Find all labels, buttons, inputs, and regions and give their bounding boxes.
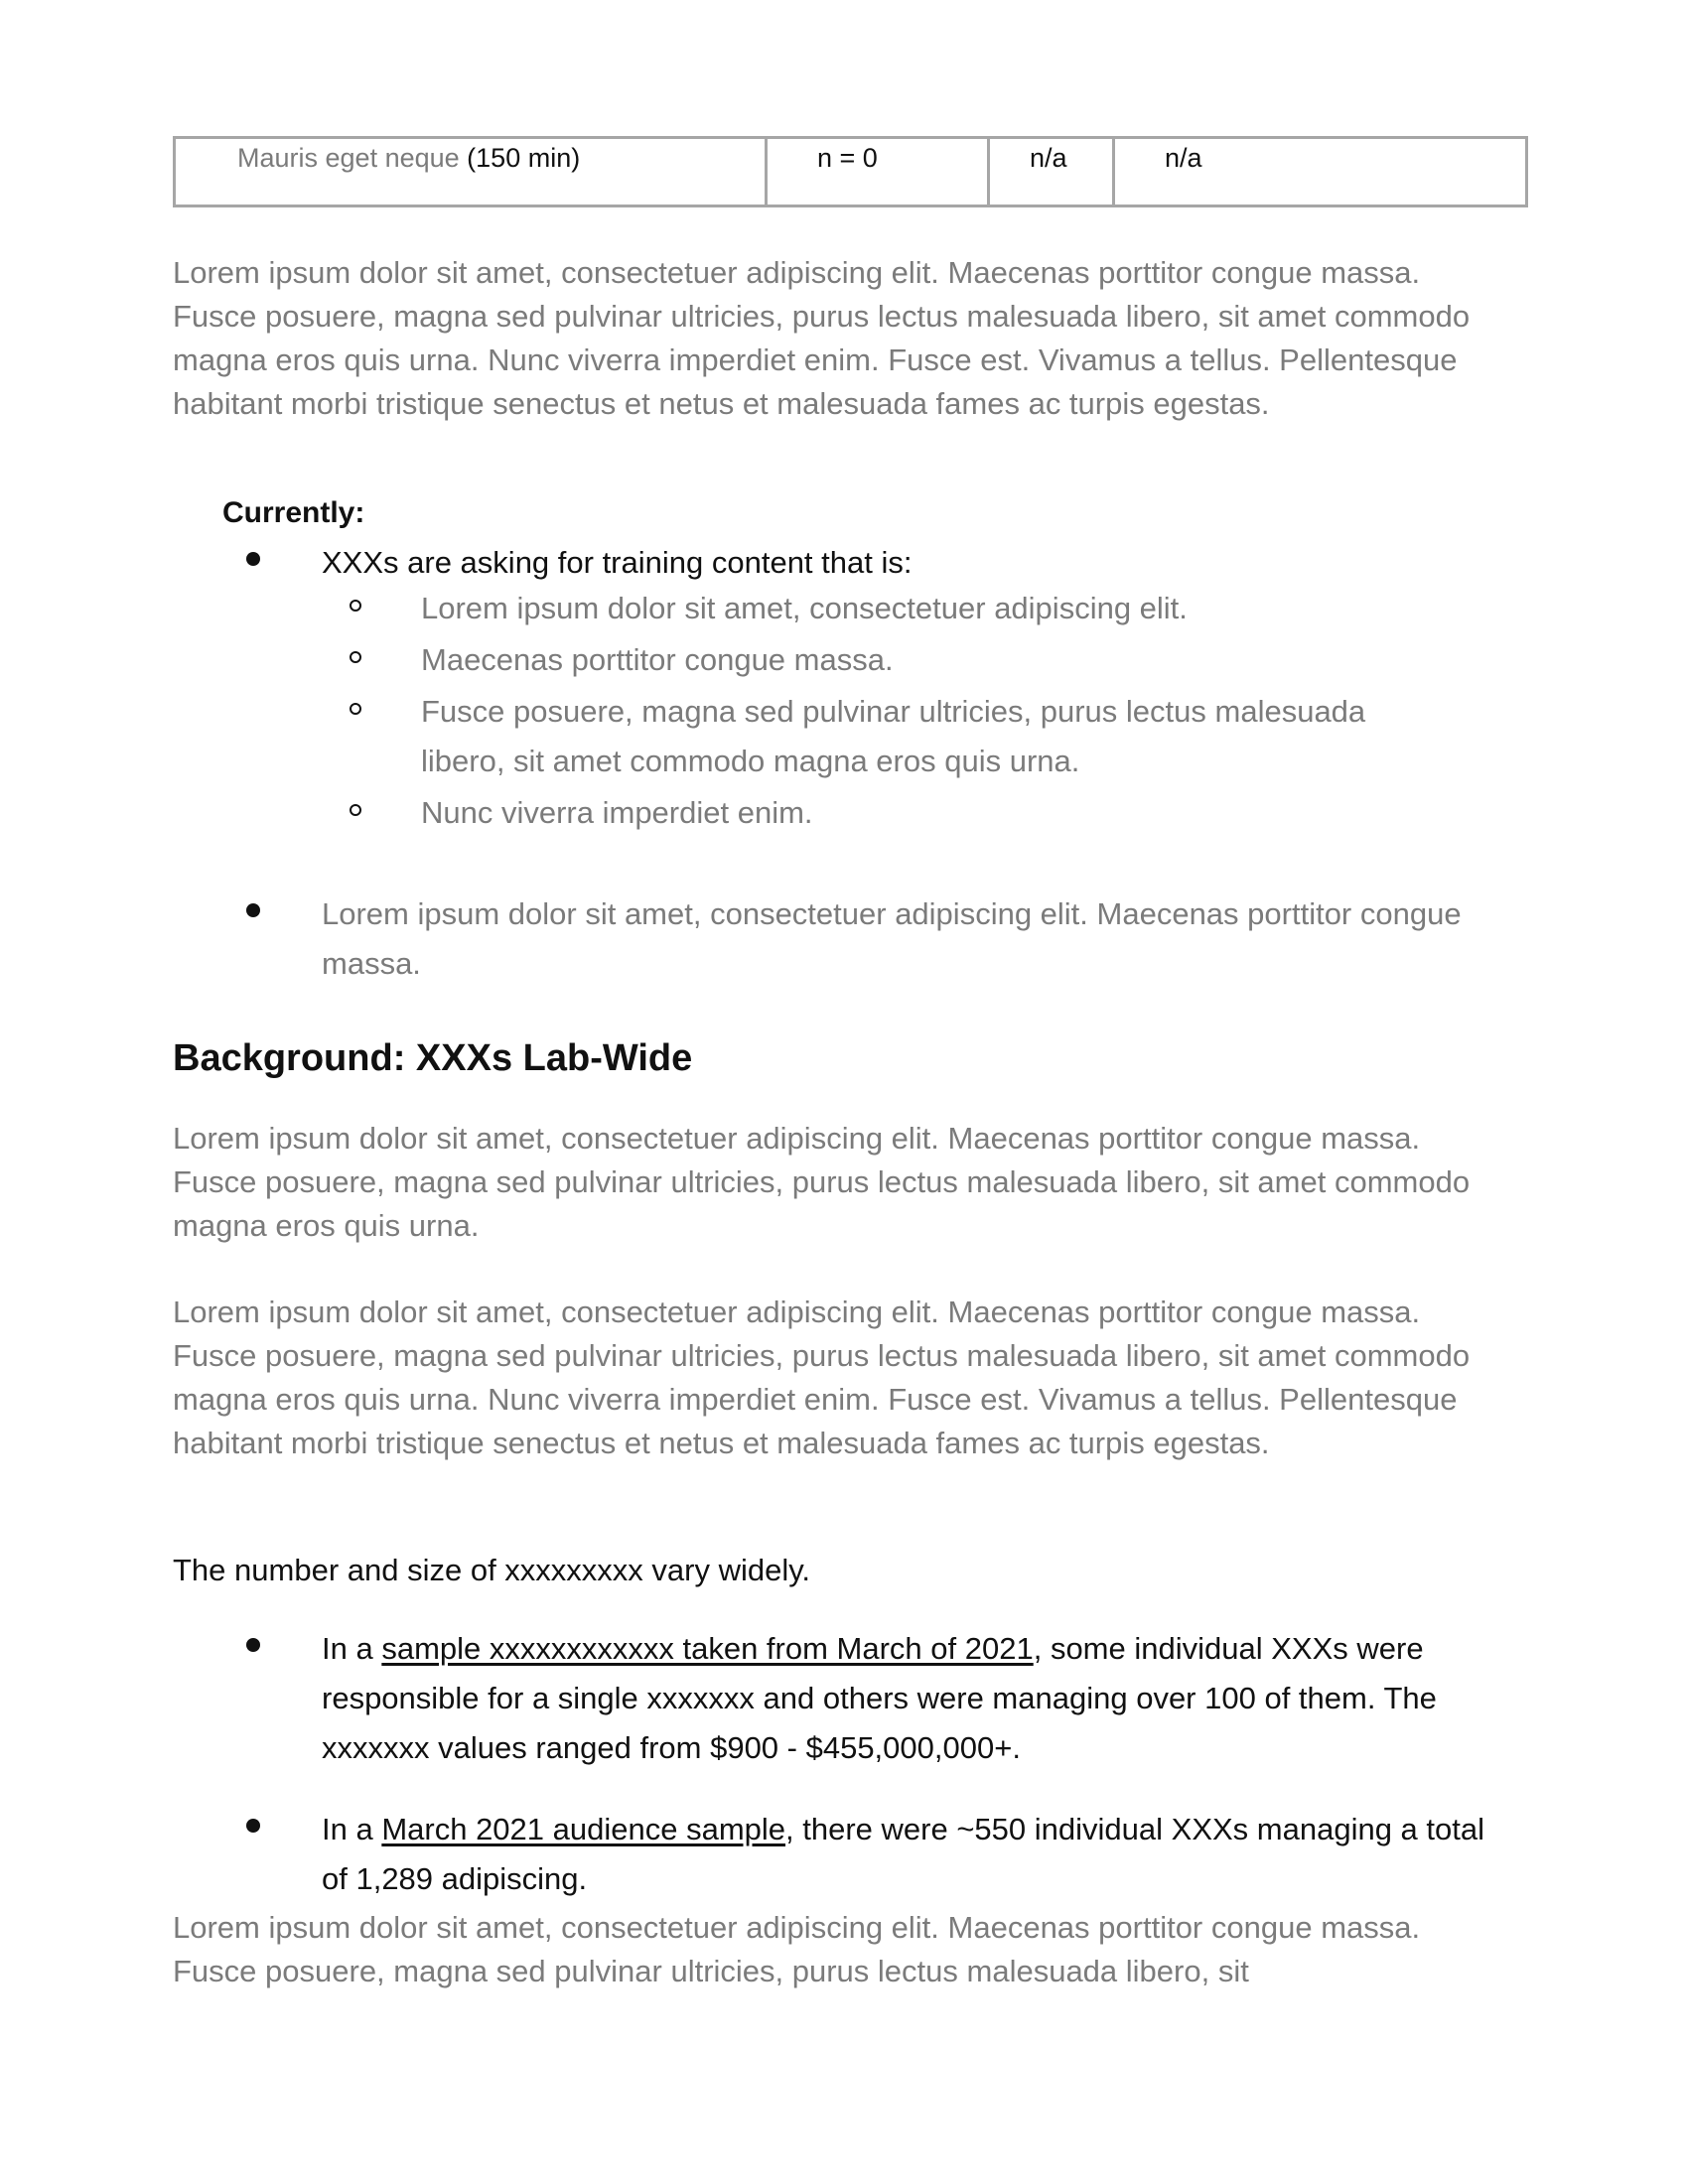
table-cell-activity xyxy=(176,139,768,205)
paragraph-summary: The number and size of xxxxxxxxx vary widely. xyxy=(173,1553,811,1587)
data-table-row xyxy=(173,136,1528,207)
bullet-icon xyxy=(246,1638,260,1652)
sub-bullet-item xyxy=(421,584,1414,633)
sub-bullet-item xyxy=(421,788,1414,838)
circle-bullet-icon xyxy=(350,804,361,816)
bullet-icon xyxy=(246,552,260,566)
section-heading: Background: XXXs Lab-Wide xyxy=(173,1037,693,1079)
table-cell-count: n = 0 xyxy=(768,139,990,205)
paragraph-closing: Lorem ipsum dolor sit amet, consectetuer adipiscing elit. Maecenas porttitor congue massa. Fusce posuere, magna sed pulvinar ultricies, purus lectus malesuada libero, sit xyxy=(173,1910,1421,1988)
sub-bullet-item xyxy=(421,635,1414,685)
bullet-item xyxy=(322,889,1493,989)
paragraph-detail: Lorem ipsum dolor sit amet, consectetuer adipiscing elit. Maecenas porttitor congue massa. Fusce posuere, magna sed pulvinar ultricies, purus lectus malesuada libero, sit amet commodo magna eros quis urna. Nunc viverra imperdiet enim. Fusce est. Vivamus a tellus. Pellentesque habitant morbi tristique senectus et netus et malesuada fames ac turpis egestas. xyxy=(173,1295,1471,1460)
bullet-suffix: , some individual XXXs were responsible for a single xxxxxxx and others were managing over 100 of them. The xxxxxxx values ranged from $900 - $455,000,000+. xyxy=(322,1631,1437,1765)
sub-bullet-text: Nunc viverra imperdiet enim. xyxy=(421,795,813,830)
sub-bullet-item xyxy=(421,687,1414,786)
table-cell-activity-name: Mauris eget neque xyxy=(237,143,460,173)
table-cell-value-1: n/a xyxy=(990,139,1115,205)
bullet-suffix: , there were ~550 individual XXXs managing a total of 1,289 adipiscing. xyxy=(322,1812,1484,1896)
bullet-item xyxy=(322,538,1493,588)
sub-bullet-text: Fusce posuere, magna sed pulvinar ultricies, purus lectus malesuada libero, sit amet commodo magna eros quis urna. xyxy=(421,694,1366,778)
table-cell-value-2: n/a xyxy=(1165,143,1202,173)
bullet-prefix: In a xyxy=(322,1812,382,1846)
bullet-item xyxy=(322,1805,1493,1904)
bullet-text: Lorem ipsum dolor sit amet, consectetuer adipiscing elit. Maecenas porttitor congue massa. xyxy=(322,896,1462,981)
bullet-text: XXXs are asking for training content that is: xyxy=(322,545,913,580)
paragraph-intro: Lorem ipsum dolor sit amet, consectetuer adipiscing elit. Maecenas porttitor congue massa. Fusce posuere, magna sed pulvinar ultricies, purus lectus malesuada libero, sit amet commodo magna eros quis urna. Nunc viverra imperdiet enim. Fusce est. Vivamus a tellus. Pellentesque habitant morbi tristique senectus et netus et malesuada fames ac turpis egestas. xyxy=(173,255,1471,421)
audience-sample-link[interactable]: March 2021 audience sample xyxy=(381,1812,786,1846)
bullet-icon xyxy=(246,903,260,917)
circle-bullet-icon xyxy=(350,651,361,663)
sample-link[interactable]: sample xxxxxxxxxxxx taken from March of 2021 xyxy=(381,1631,1034,1666)
table-cell-activity-duration: (150 min) xyxy=(467,143,581,173)
sub-bullet-text: Lorem ipsum dolor sit amet, consectetuer adipiscing elit. xyxy=(421,591,1188,625)
bullet-prefix: In a xyxy=(322,1631,382,1666)
currently-label: Currently: xyxy=(222,496,365,529)
circle-bullet-icon xyxy=(350,600,361,612)
bullet-item xyxy=(322,1624,1493,1773)
sub-bullet-text: Maecenas porttitor congue massa. xyxy=(421,642,894,677)
bullet-icon xyxy=(246,1819,260,1833)
paragraph-background: Lorem ipsum dolor sit amet, consectetuer adipiscing elit. Maecenas porttitor congue massa. Fusce posuere, magna sed pulvinar ultricies, purus lectus malesuada libero, sit amet commodo magna eros quis urna. xyxy=(173,1121,1471,1243)
circle-bullet-icon xyxy=(350,703,361,715)
